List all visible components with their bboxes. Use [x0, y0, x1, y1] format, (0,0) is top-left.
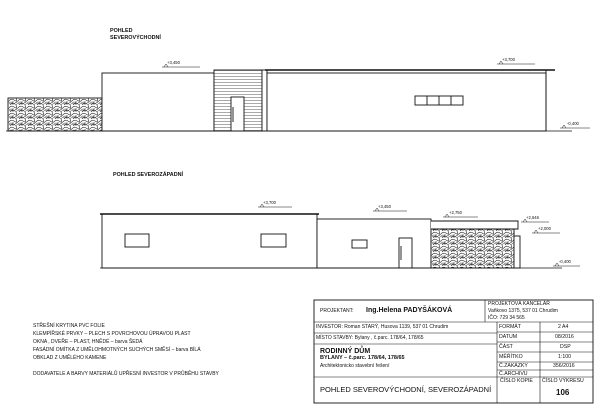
projektant-name: Ing.Helena PADYŠÁKOVÁ: [366, 307, 453, 314]
window-left: [125, 234, 149, 247]
level-label: +2,646: [526, 215, 539, 220]
level-label: +2,000: [538, 226, 551, 231]
note-line: STŘEŠNÍ KRYTINA PVC FOLIE: [33, 323, 105, 329]
note-line: OBKLAD Z UMĚLÉHO KAMENE: [33, 355, 107, 361]
note-line: OKNA , DVEŘE – PLAST, HNĚDÉ – barva ŠEDÁ: [33, 339, 143, 345]
sheet-label: ČÍSLO VÝKRESU: [542, 378, 584, 384]
field-value: 2 A4: [558, 324, 569, 330]
field-value: 1:100: [558, 354, 571, 360]
note-line: DODAVATELE A BARVY MATERIÁLŮ UPŘESNÍ INVESTOR V PRŮBĚHU STAVBY: [33, 371, 219, 377]
project-place: BYLANY – č.parc. 178/64, 178/65: [320, 355, 405, 361]
elevation-northeast: [6, 61, 590, 131]
view-title-nv-line1: POHLED: [110, 28, 133, 34]
copy-label: ČÍSLO KOPIE: [500, 378, 533, 384]
field-label: Č.ZAKÁZKY: [499, 363, 528, 369]
field-value: DSP: [560, 344, 571, 350]
office-address: Vaňkovo 1375, 537 01 Chrudim: [488, 308, 558, 314]
note-line: FASÁDNÍ OMÍTKA Z UMĚLOHMOTNÝCH SUCHÝCH SMĚSÍ – barva BÍLÁ: [33, 347, 201, 353]
project-part: Architektonicko stavební řešení: [320, 363, 390, 369]
middle-volume: [317, 219, 431, 268]
project-name: RODINNÝ DŮM: [320, 348, 371, 355]
drawing-title: POHLED SEVEROVÝCHODNÍ, SEVEROZÁPADNÍ: [320, 385, 492, 394]
level-label: -0,400: [559, 259, 571, 264]
investor: INVESTOR: Roman STARÝ, Husova 1139, 537 01 Chrudim: [316, 324, 449, 330]
left-volume: [102, 73, 214, 131]
field-label: DATUM: [499, 334, 518, 340]
level-label: +3,700: [263, 200, 276, 205]
field-label: FORMÁT: [499, 324, 521, 330]
field-value: 356/2016: [553, 363, 575, 369]
field-value: 08/2016: [555, 334, 574, 340]
level-label: -0,400: [567, 121, 579, 126]
projektant-label: PROJEKTANT:: [320, 308, 354, 314]
note-line: KLEMPÍŘSKÉ PRVKY – PLECH S POVRCHOVOU ÚPRAVOU PLAST: [33, 331, 191, 337]
view-title-nv-line2: SEVEROVÝCHODNÍ: [110, 35, 161, 41]
view-title-nw: POHLED SEVEROZÁPADNÍ: [113, 172, 183, 178]
stone-garage: [431, 229, 514, 268]
window-small: [352, 240, 367, 248]
elevation-northwest: [100, 204, 580, 268]
misto-stavby: MÍSTO STAVBY: Bylany , č.parc. 178/64, 178/65: [316, 335, 424, 341]
level-label: +3,450: [167, 60, 180, 65]
window-mid: [261, 234, 286, 247]
right-volume: [267, 73, 546, 131]
office-title: PROJEKTOVÁ KANCELÁŘ: [488, 301, 550, 307]
level-label: +3,700: [502, 57, 515, 62]
field-label: MĚŘÍTKO: [499, 354, 523, 360]
field-label: ČÁST: [499, 344, 513, 350]
office-ico: IČO: 729 34 565: [488, 315, 525, 321]
connector-volume: [262, 70, 267, 131]
field-label: Č.ARCHIVU: [499, 371, 528, 377]
sheet-number: 106: [556, 388, 570, 397]
level-label: +2,750: [449, 210, 462, 215]
stone-wall: [8, 98, 102, 131]
level-label: +3,450: [378, 204, 391, 209]
